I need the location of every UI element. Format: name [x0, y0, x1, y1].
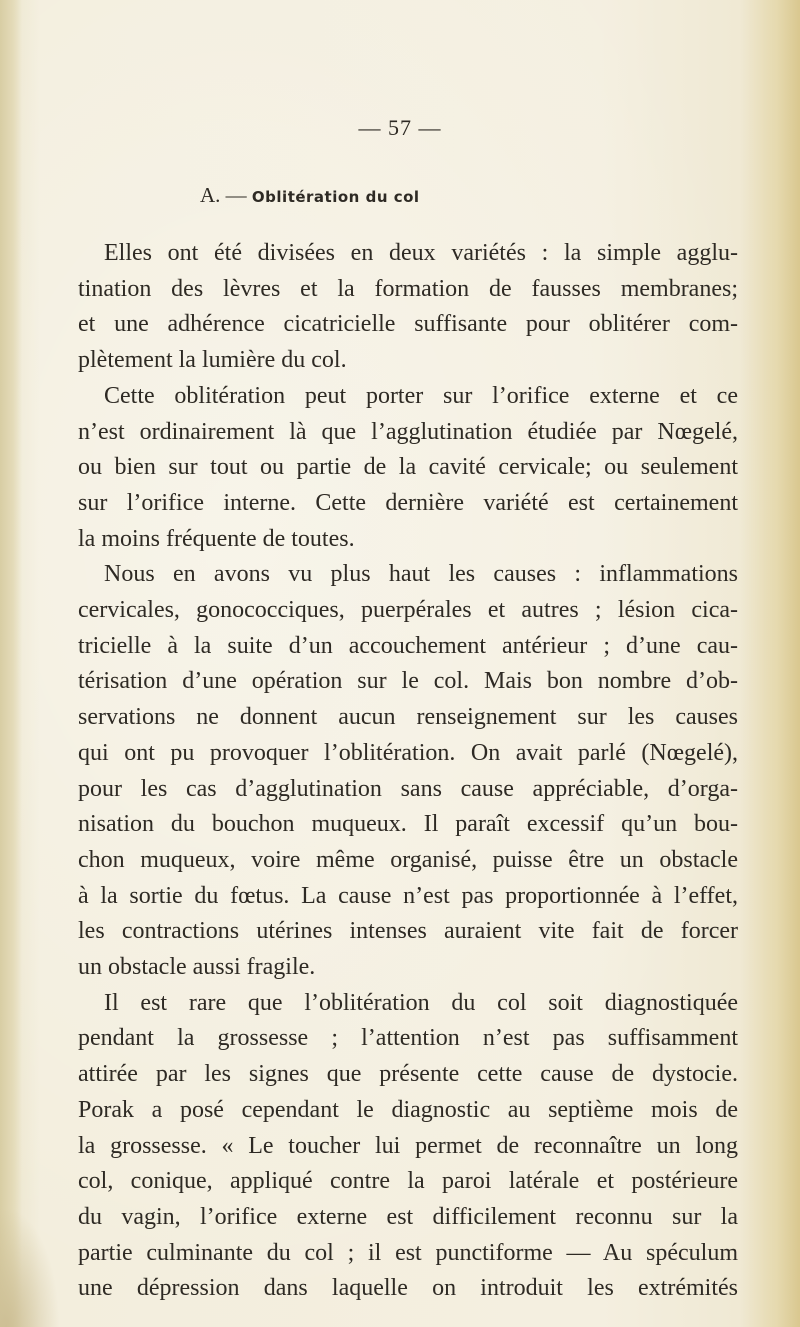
text-line: col, conique, appliqué contre la paroi latérale et postérieure: [78, 1168, 738, 1195]
section-heading: [200, 183, 420, 208]
text-line: du vagin, l’orifice externe est difficilement reconnu sur la: [78, 1203, 738, 1230]
text-line: térisation d’une opération sur le col. Mais bon nombre d’ob-: [78, 668, 738, 695]
section-title: Oblitération du col: [251, 188, 420, 206]
body-text: [78, 236, 738, 1307]
text-line: plètement la lumière du col.: [78, 347, 347, 374]
text-line: nisation du bouchon muqueux. Il paraît excessif qu’un bou-: [78, 811, 738, 838]
text-line: Cette oblitération peut porter sur l’orifice externe et ce: [104, 382, 738, 409]
paper-edge-stain-left: [0, 0, 22, 1327]
text-line: les contractions utérines intenses auraient vite fait de forcer: [78, 918, 738, 945]
text-line: pour les cas d’agglutination sans cause appréciable, d’orga-: [78, 775, 738, 802]
text-line: Il est rare que l’oblitération du col soit diagnostiquée: [104, 989, 738, 1016]
text-line: Porak a posé cependant le diagnostic au septième mois de: [78, 1096, 738, 1123]
text-line: tricielle à la suite d’un accouchement antérieur ; d’une cau-: [78, 632, 738, 659]
text-line: à la sortie du fœtus. La cause n’est pas proportionnée à l’effet,: [78, 882, 738, 909]
text-line: cervicales, gonococciques, puerpérales et autres ; lésion cica-: [78, 597, 738, 624]
paper-corner-stain: [0, 1207, 60, 1327]
text-line: la moins fréquente de toutes.: [78, 525, 355, 552]
text-line: attirée par les signes que présente cette cause de dystocie.: [78, 1061, 738, 1088]
text-line: n’est ordinairement là que l’agglutination étudiée par Nœgelé,: [78, 418, 738, 445]
paper-edge-stain-right: [740, 0, 800, 1327]
page-number: — 57 —: [358, 115, 442, 140]
text-line: et une adhérence cicatricielle suffisante pour oblitérer com-: [78, 311, 738, 338]
text-line: un obstacle aussi fragile.: [78, 954, 316, 981]
text-line: Elles ont été divisées en deux variétés : la simple agglu-: [104, 240, 738, 266]
text-line: une dépression dans laquelle on introduit les extrémités: [78, 1275, 738, 1302]
text-line: sur l’orifice interne. Cette dernière variété est certainement: [78, 489, 738, 516]
text-line: ou bien sur tout ou partie de la cavité cervicale; ou seulement: [78, 454, 738, 481]
text-line: partie culminante du col ; il est punctiforme — Au spéculum: [78, 1239, 738, 1266]
text-line: pendant la grossesse ; l’attention n’est pas suffisamment: [78, 1025, 738, 1052]
text-line: chon muqueux, voire même organisé, puisse être un obstacle: [78, 846, 738, 873]
text-line: servations ne donnent aucun renseignement sur les causes: [78, 704, 738, 731]
text-line: Nous en avons vu plus haut les causes : inflammations: [104, 561, 738, 588]
text-line: qui ont pu provoquer l’oblitération. On avait parlé (Nœgelé),: [78, 739, 738, 766]
text-line: tination des lèvres et la formation de fausses membranes;: [78, 275, 738, 302]
text-line: la grossesse. « Le toucher lui permet de reconnaître un long: [78, 1132, 738, 1159]
section-prefix: A. —: [200, 183, 247, 207]
